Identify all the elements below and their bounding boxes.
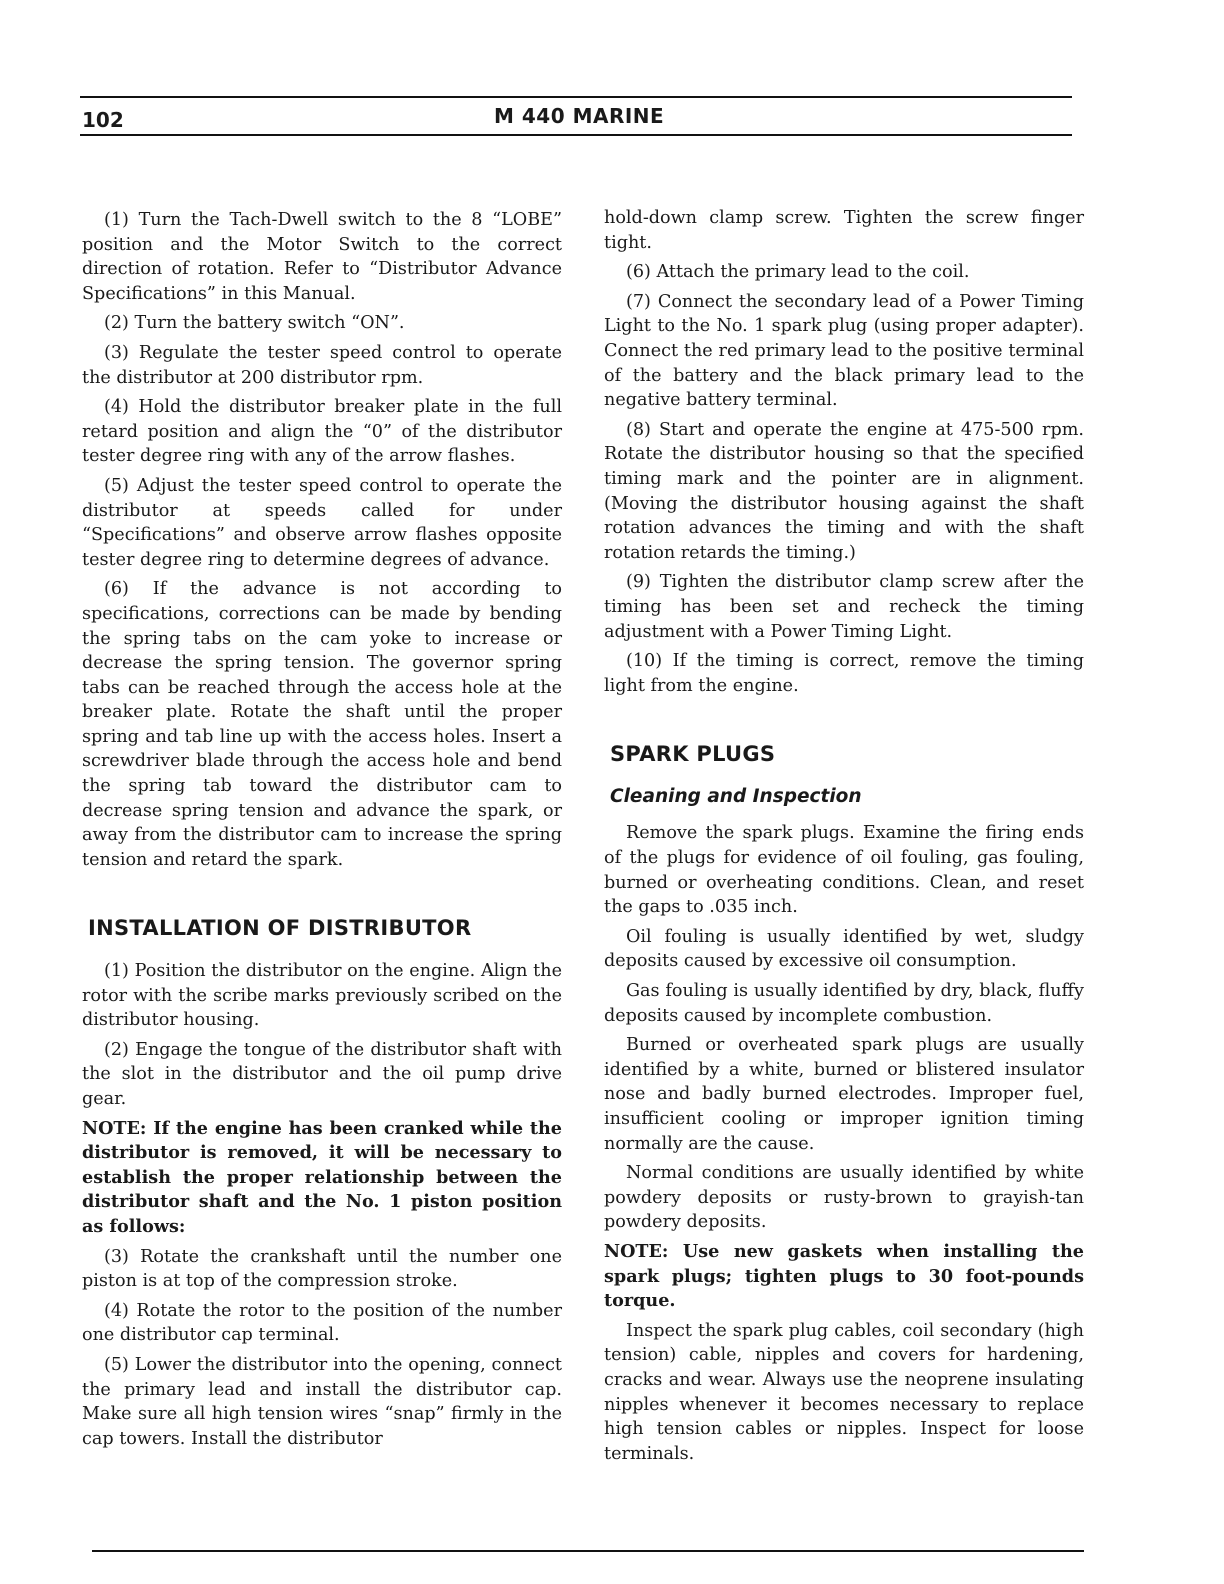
paragraph: (2) Engage the tongue of the distributor shaft with the slot in the distributor and the oil pump drive gear. [82,1039,562,1109]
header-rule-top [80,96,1072,98]
paragraph: Gas fouling is usually identified by dry, black, fluffy deposits caused by incomplete combustion. [604,981,1084,1026]
paragraph: Inspect the spark plug cables, coil secondary (high tension) cable, nipples and covers for hardening, cracks and wear. Always use the neoprene insulating nipples whenever it becomes necessary to replace high tension cables or nipples. Inspect for loose terminals. [604,1320,1084,1464]
paragraph: (7) Connect the secondary lead of a Power Timing Light to the No. 1 spark plug (using proper adapter). Connect the red primary lead to the positive terminal of the battery and the black primary lead to the negative battery terminal. [604,291,1084,411]
paragraph-continuation: hold-down clamp screw. Tighten the screw finger tight. [604,208,1084,253]
paragraph: (2) Turn the battery switch “ON”. [104,313,405,334]
subheading-cleaning: Cleaning and Inspection [610,785,862,807]
right-column [604,206,1084,1471]
section-heading-spark-plugs: SPARK PLUGS [610,742,776,767]
paragraph: Normal conditions are usually identified by white powdery deposits or rusty-brown to grayish-tan powdery deposits. [604,1163,1084,1233]
paragraph: (5) Lower the distributor into the opening, connect the primary lead and install the distributor cap. Make sure all high tension wires “snap” firmly in the cap towers. Install the distributor [82,1354,562,1449]
paragraph: Oil fouling is usually identified by wet, sludgy deposits caused by excessive oil consumption. [604,926,1084,972]
paragraph: (8) Start and operate the engine at 475-500 rpm. Rotate the distributor housing so that the specified timing mark and the pointer are in alignment. (Moving the distributor housing against the shaft rotation advances the timing and with the shaft rotation retards the timing.) [604,419,1084,563]
paragraph: Remove the spark plugs. Examine the firing ends of the plugs for evidence of oil fouling, gas fouling, burned or overheating conditions. Clean, and reset the gaps to .035 inch. [604,823,1084,918]
page-number: 102 [82,108,124,132]
paragraph: (6) If the advance is not according to specifications, corrections can be made by bending the spring tabs on the cam yoke to increase or decrease the spring tension. The governor spring tabs can be reached through the access hole at the breaker plate. Rotate the shaft until the proper spring and tab line up with the access holes. Insert a screwdriver blade through the access hole and bend the spring tab toward the distributor cam to decrease spring tension and advance the spark, or away from the distributor cam to increase the spring tension and retard the spark. [82,579,562,870]
left-column [82,208,562,1456]
paragraph: (6) Attach the primary lead to the coil. [626,262,970,283]
note-paragraph: NOTE: If the engine has been cranked while the distributor is removed, it will be necessary to establish the proper relationship between the distributor shaft and the No. 1 piston position as follows: [82,1117,562,1237]
section-heading-installation: INSTALLATION OF DISTRIBUTOR [88,916,472,941]
paragraph: Burned or overheated spark plugs are usually identified by a white, burned or blistered insulator nose and badly burned electrodes. Improper fuel, insufficient cooling or improper ignition timing normally are the cause. [604,1035,1084,1154]
running-head: M 440 MARINE [494,104,665,128]
header-rule-bottom [80,134,1072,136]
paragraph: (4) Hold the distributor breaker plate in the full retard position and align the “0” of the distributor tester degree ring with any of the arrow flashes. [82,397,562,467]
paragraph: (9) Tighten the distributor clamp screw after the timing has been set and recheck the timing adjustment with a Power Timing Light. [604,572,1084,642]
note-paragraph: NOTE: Use new gaskets when installing the spark plugs; tighten plugs to 30 foot-pounds torque. [604,1240,1084,1312]
paragraph: (5) Adjust the tester speed control to operate the distributor at speeds called for under “Specifications” and observe arrow flashes opposite tester degree ring to determine degrees of advance. [82,475,562,570]
paragraph: (10) If the timing is correct, remove the timing light from the engine. [604,651,1084,696]
paragraph: (1) Turn the Tach-Dwell switch to the 8 “LOBE” position and the Motor Switch to the correct direction of rotation. Refer to “Distributor Advance Specifications” in this Manual. [82,210,562,304]
paragraph: (1) Position the distributor on the engine. Align the rotor with the scribe marks previously scribed on the distributor housing. [82,961,562,1031]
footer-rule [92,1550,1084,1552]
paragraph: (3) Regulate the tester speed control to operate the distributor at 200 distributor rpm. [82,342,562,388]
paragraph: (4) Rotate the rotor to the position of the number one distributor cap terminal. [82,1300,562,1346]
paragraph: (3) Rotate the crankshaft until the number one piston is at top of the compression stroke. [82,1246,562,1292]
